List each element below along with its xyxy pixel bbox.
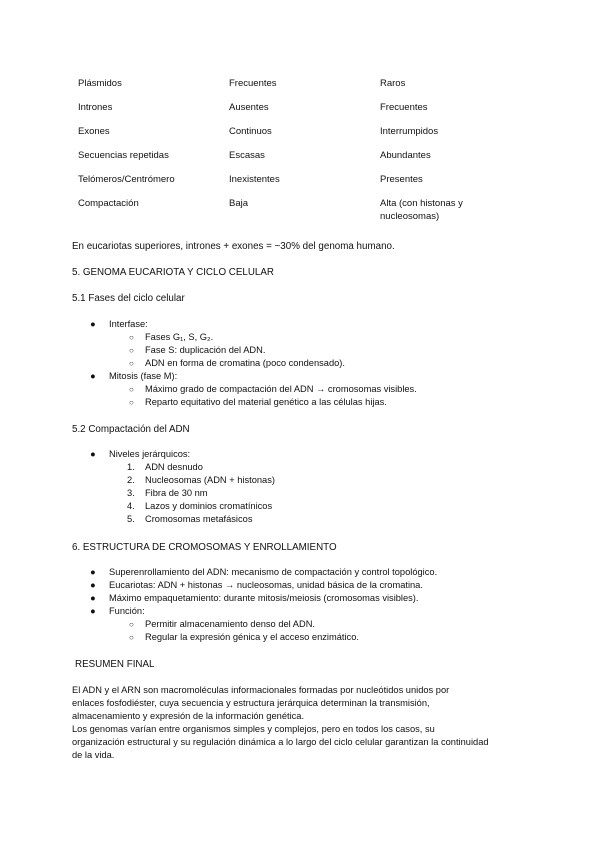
bullet-icon: ● bbox=[90, 606, 96, 616]
circle-bullet-icon: ○ bbox=[129, 620, 134, 629]
table-cell: Frecuentes bbox=[380, 102, 428, 113]
summary-line: de la vida. bbox=[72, 750, 115, 760]
summary-line: almacenamiento y expresión de la información genética. bbox=[72, 711, 305, 721]
document-page: Plásmidos Frecuentes Raros Intrones Ausentes Frecuentes Exones Continuos Interrumpidos Secuencias repetidas Escasas Abundantes Telómeros/Centrómero Inexistentes Presentes Compactación Baja Alta (con histonas y nucleosomas) En eucariotas superiores, intrones + exones = ~30% del genoma humano. 5. GENOMA EUCARIOTA Y CICLO CELULAR 5.1 Fases del ciclo celular ● Interfase: ○ Fases G₁, S, G₂. ○ Fase S: duplicación del ADN. ○ ADN en forma de cromatina (poco condensado). ● Mitosis (fase M): ○ Máximo grado de compactación del ADN → cromosomas visibles. ○ Reparto equitativo del material genético a las células hijas. 5.2 Compactación del ADN ● Niveles jerárquicos: 1. ADN desnudo 2. Nucleosomas (ADN + histonas) 3. Fibra de 30 nm 4. Lazos y dominios cromatínicos 5. Cromosomas metafásicos 6. ESTRUCTURA DE CROMOSOMAS Y ENROLLAMIENTO ● Superenrollamiento del ADN: mecanismo de compactación y control topológico. ● Eucariotas: ADN + histonas → nucleosomas, unidad básica de la cromatina. ● Máximo empaquetamiento: durante mitosis/meiosis (cromosomas visibles). ● Función: ○ Permitir almacenamiento denso del ADN. ○ Regular la expresión génica y el acceso enzimático. RESUMEN FINAL El ADN y el ARN son macromoléculas informacionales formadas por nucleótidos unidos por enlaces fosfodiéster, cuya secuencia y estructura jerárquica determinan la transmisión, almacenamiento y expresión de la información genética. Los genomas varían entre organismos simples y complejos, pero en todos los casos, su organización estructural y su regulación dinámica a lo largo del ciclo celular garantizan la continuidad de la vida. bbox=[0, 0, 600, 848]
table-cell: Plásmidos bbox=[78, 78, 122, 89]
circle-bullet-icon: ○ bbox=[129, 346, 134, 355]
table-cell: Interrumpidos bbox=[380, 126, 439, 137]
summary-line: organización estructural y su regulación dinámica a lo largo del ciclo celular garantizan la continuidad bbox=[72, 737, 489, 747]
section-5-2-title: 5.2 Compactación del ADN bbox=[72, 424, 190, 435]
table-cell: Telómeros/Centrómero bbox=[78, 174, 175, 185]
summary-title: RESUMEN FINAL bbox=[75, 659, 155, 670]
table-cell: Raros bbox=[380, 78, 406, 89]
summary-paragraph bbox=[72, 684, 532, 762]
summary-line: enlaces fosfodiéster, cuya secuencia y estructura jerárquica determinan la transmisión, bbox=[72, 698, 430, 708]
section-6-title: 6. ESTRUCTURA DE CROMOSOMAS Y ENROLLAMIENTO bbox=[72, 542, 337, 553]
table-cell: Continuos bbox=[229, 126, 272, 137]
table-cell: Compactación bbox=[78, 198, 139, 209]
bullet-icon: ● bbox=[90, 449, 96, 459]
circle-bullet-icon: ○ bbox=[129, 333, 134, 342]
summary-line: Los genomas varían entre organismos simples y complejos, pero en todos los casos, su bbox=[72, 724, 435, 734]
table-cell: Escasas bbox=[229, 150, 265, 161]
circle-bullet-icon: ○ bbox=[129, 398, 134, 407]
bullet-icon: ● bbox=[90, 371, 96, 381]
table-cell: Abundantes bbox=[380, 150, 431, 161]
table-cell: Baja bbox=[229, 198, 249, 209]
table-cell: Intrones bbox=[78, 102, 113, 113]
table-cell: Inexistentes bbox=[229, 174, 280, 185]
circle-bullet-icon: ○ bbox=[129, 359, 134, 368]
table-cell: Alta (con histonas y nucleosomas) bbox=[380, 198, 463, 222]
bullet-icon: ● bbox=[90, 567, 96, 577]
circle-bullet-icon: ○ bbox=[129, 385, 134, 394]
table-cell: Secuencias repetidas bbox=[78, 150, 169, 161]
bullet-icon: ● bbox=[90, 580, 96, 590]
circle-bullet-icon: ○ bbox=[129, 633, 134, 642]
table-cell: Frecuentes bbox=[229, 78, 277, 89]
table-cell: Presentes bbox=[380, 174, 423, 185]
genome-note: En eucariotas superiores, intrones + exones = ~30% del genoma humano. bbox=[72, 241, 395, 252]
bullet-icon: ● bbox=[90, 319, 96, 329]
section-5-1-title: 5.1 Fases del ciclo celular bbox=[72, 293, 185, 304]
bullet-icon: ● bbox=[90, 593, 96, 603]
table-cell: Exones bbox=[78, 126, 110, 137]
summary-line: El ADN y el ARN son macromoléculas informacionales formadas por nucleótidos unidos por bbox=[72, 685, 450, 695]
section-5-title: 5. GENOMA EUCARIOTA Y CICLO CELULAR bbox=[72, 267, 274, 278]
table-cell: Ausentes bbox=[229, 102, 269, 113]
